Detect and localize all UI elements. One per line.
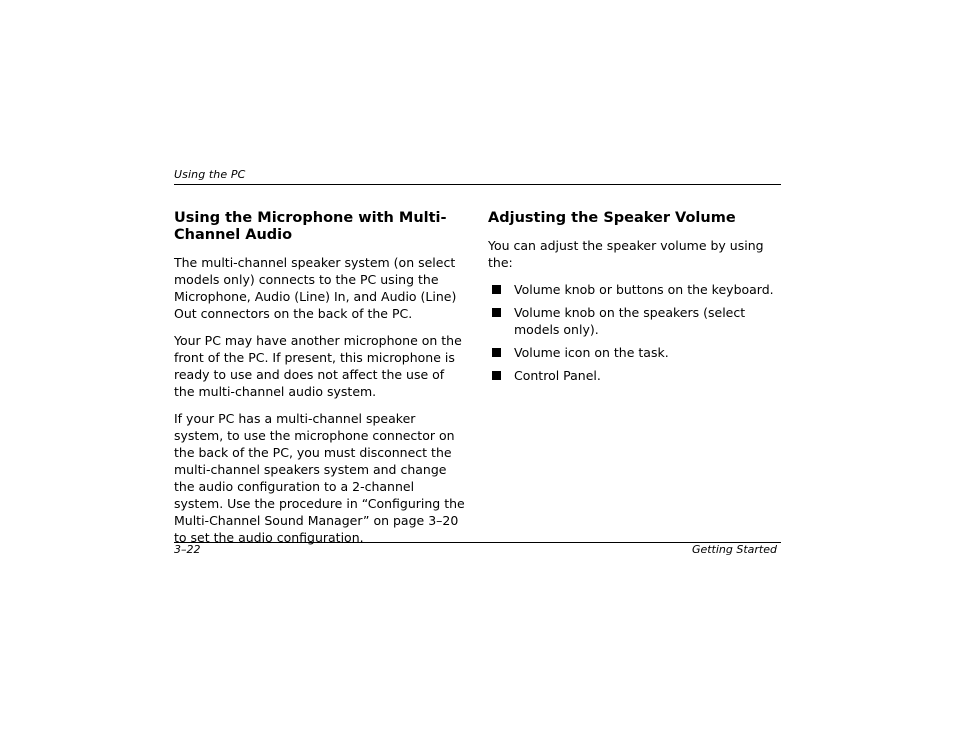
list-item <box>488 304 780 338</box>
square-bullet-icon <box>492 371 501 380</box>
microphone-section-heading: Using the Microphone with Multi-Channel Audio <box>174 210 447 243</box>
book-title: Getting Started <box>691 543 777 556</box>
list-item-text: Volume knob on the speakers (select models only). <box>514 305 746 337</box>
square-bullet-icon <box>492 308 501 317</box>
list-item <box>488 281 780 298</box>
speaker-volume-heading: Adjusting the Speaker Volume <box>488 210 736 226</box>
paragraph: Your PC may have another microphone on the front of the PC. If present, this microphone is ready to use and does not affect the use of the multi-channel audio system. <box>174 333 462 399</box>
footer-rule <box>174 542 781 543</box>
running-head: Using the PC <box>174 168 246 181</box>
square-bullet-icon <box>492 348 501 357</box>
list-item <box>488 367 780 384</box>
paragraph: The multi-channel speaker system (on select models only) connects to the PC using the Microphone, Audio (Line) In, and Audio (Line) Out connectors on the back of the PC. <box>174 255 457 321</box>
header-rule <box>174 184 781 185</box>
intro-paragraph: You can adjust the speaker volume by using the: <box>488 238 764 270</box>
list-item-text: Control Panel. <box>514 368 601 383</box>
left-column <box>174 210 466 556</box>
list-item-text: Volume knob or buttons on the keyboard. <box>514 282 774 297</box>
list-item-text: Volume icon on the task. <box>514 345 669 360</box>
list-item <box>488 344 780 361</box>
bullet-list <box>488 281 780 384</box>
square-bullet-icon <box>492 285 501 294</box>
page-number: 3–22 <box>174 543 201 556</box>
right-column <box>488 210 780 390</box>
paragraph: If your PC has a multi-channel speaker system, to use the microphone connector on the back of the PC, you must disconnect the multi-channel speakers system and change the audio configuration to a 2-channel system. Use the procedure in “Configuring the Multi-Channel Sound Manager” on page 3–20 to set the audio configuration. <box>174 411 465 545</box>
